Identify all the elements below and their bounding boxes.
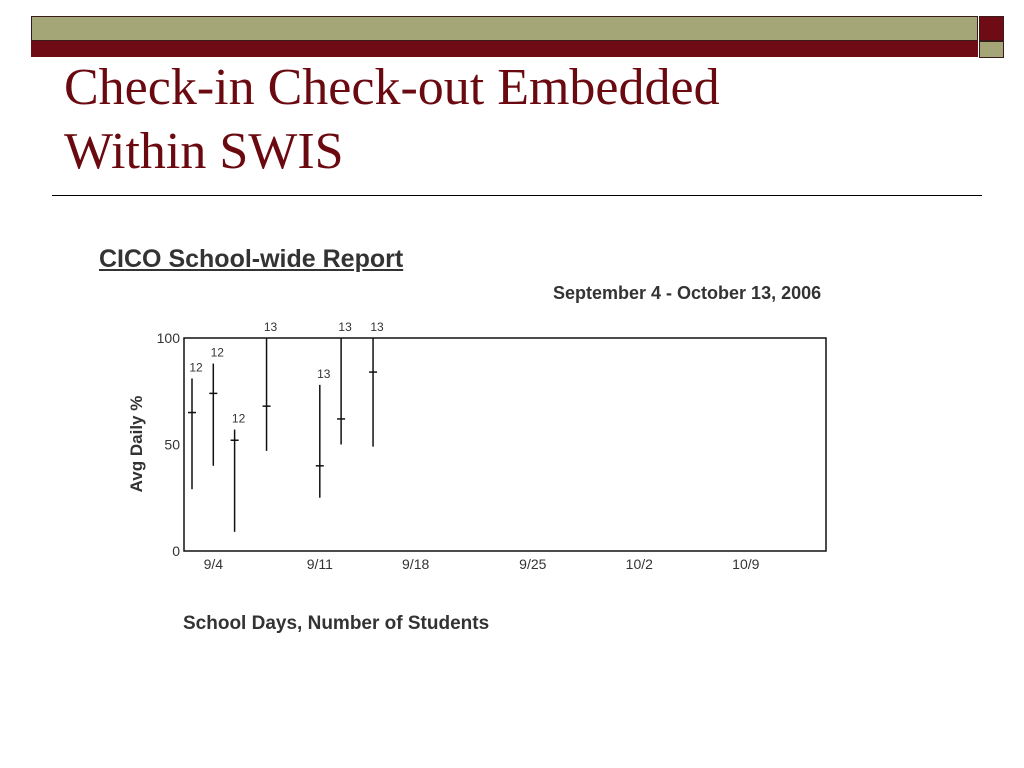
y-axis-ticks (157, 330, 181, 559)
y-tick-label: 100 (156, 330, 180, 346)
x-tick-label: 9/18 (402, 556, 430, 572)
student-count-label: 12 (231, 411, 246, 426)
x-tick-label: 9/4 (203, 556, 224, 572)
x-tick-label: 10/2 (625, 556, 653, 572)
report-date-range: September 4 - October 13, 2006 (553, 283, 822, 303)
y-axis-label: Avg Daily % (127, 395, 146, 493)
x-axis-ticks (204, 556, 760, 572)
y-tick-label: 0 (172, 543, 180, 559)
slide-title-line-2: Within SWIS (64, 123, 344, 180)
plot-area-frame (184, 338, 826, 551)
data-marks (188, 320, 384, 532)
x-tick-label: 10/9 (732, 556, 760, 572)
student-count-label: 13 (317, 366, 331, 381)
student-count-label: 13 (370, 320, 384, 334)
student-count-label: 13 (338, 320, 352, 334)
x-axis-label: School Days, Number of Students (183, 613, 490, 634)
y-tick-label: 50 (164, 436, 180, 453)
x-tick-label: 9/25 (519, 556, 547, 572)
student-count-label: 12 (189, 360, 203, 375)
report-title: CICO School-wide Report (99, 245, 404, 273)
student-count-label: 12 (210, 345, 224, 360)
slide-title-line-1: Check-in Check-out Embedded (64, 59, 720, 116)
student-count-label: 13 (263, 320, 278, 334)
x-tick-label: 9/11 (306, 556, 333, 572)
